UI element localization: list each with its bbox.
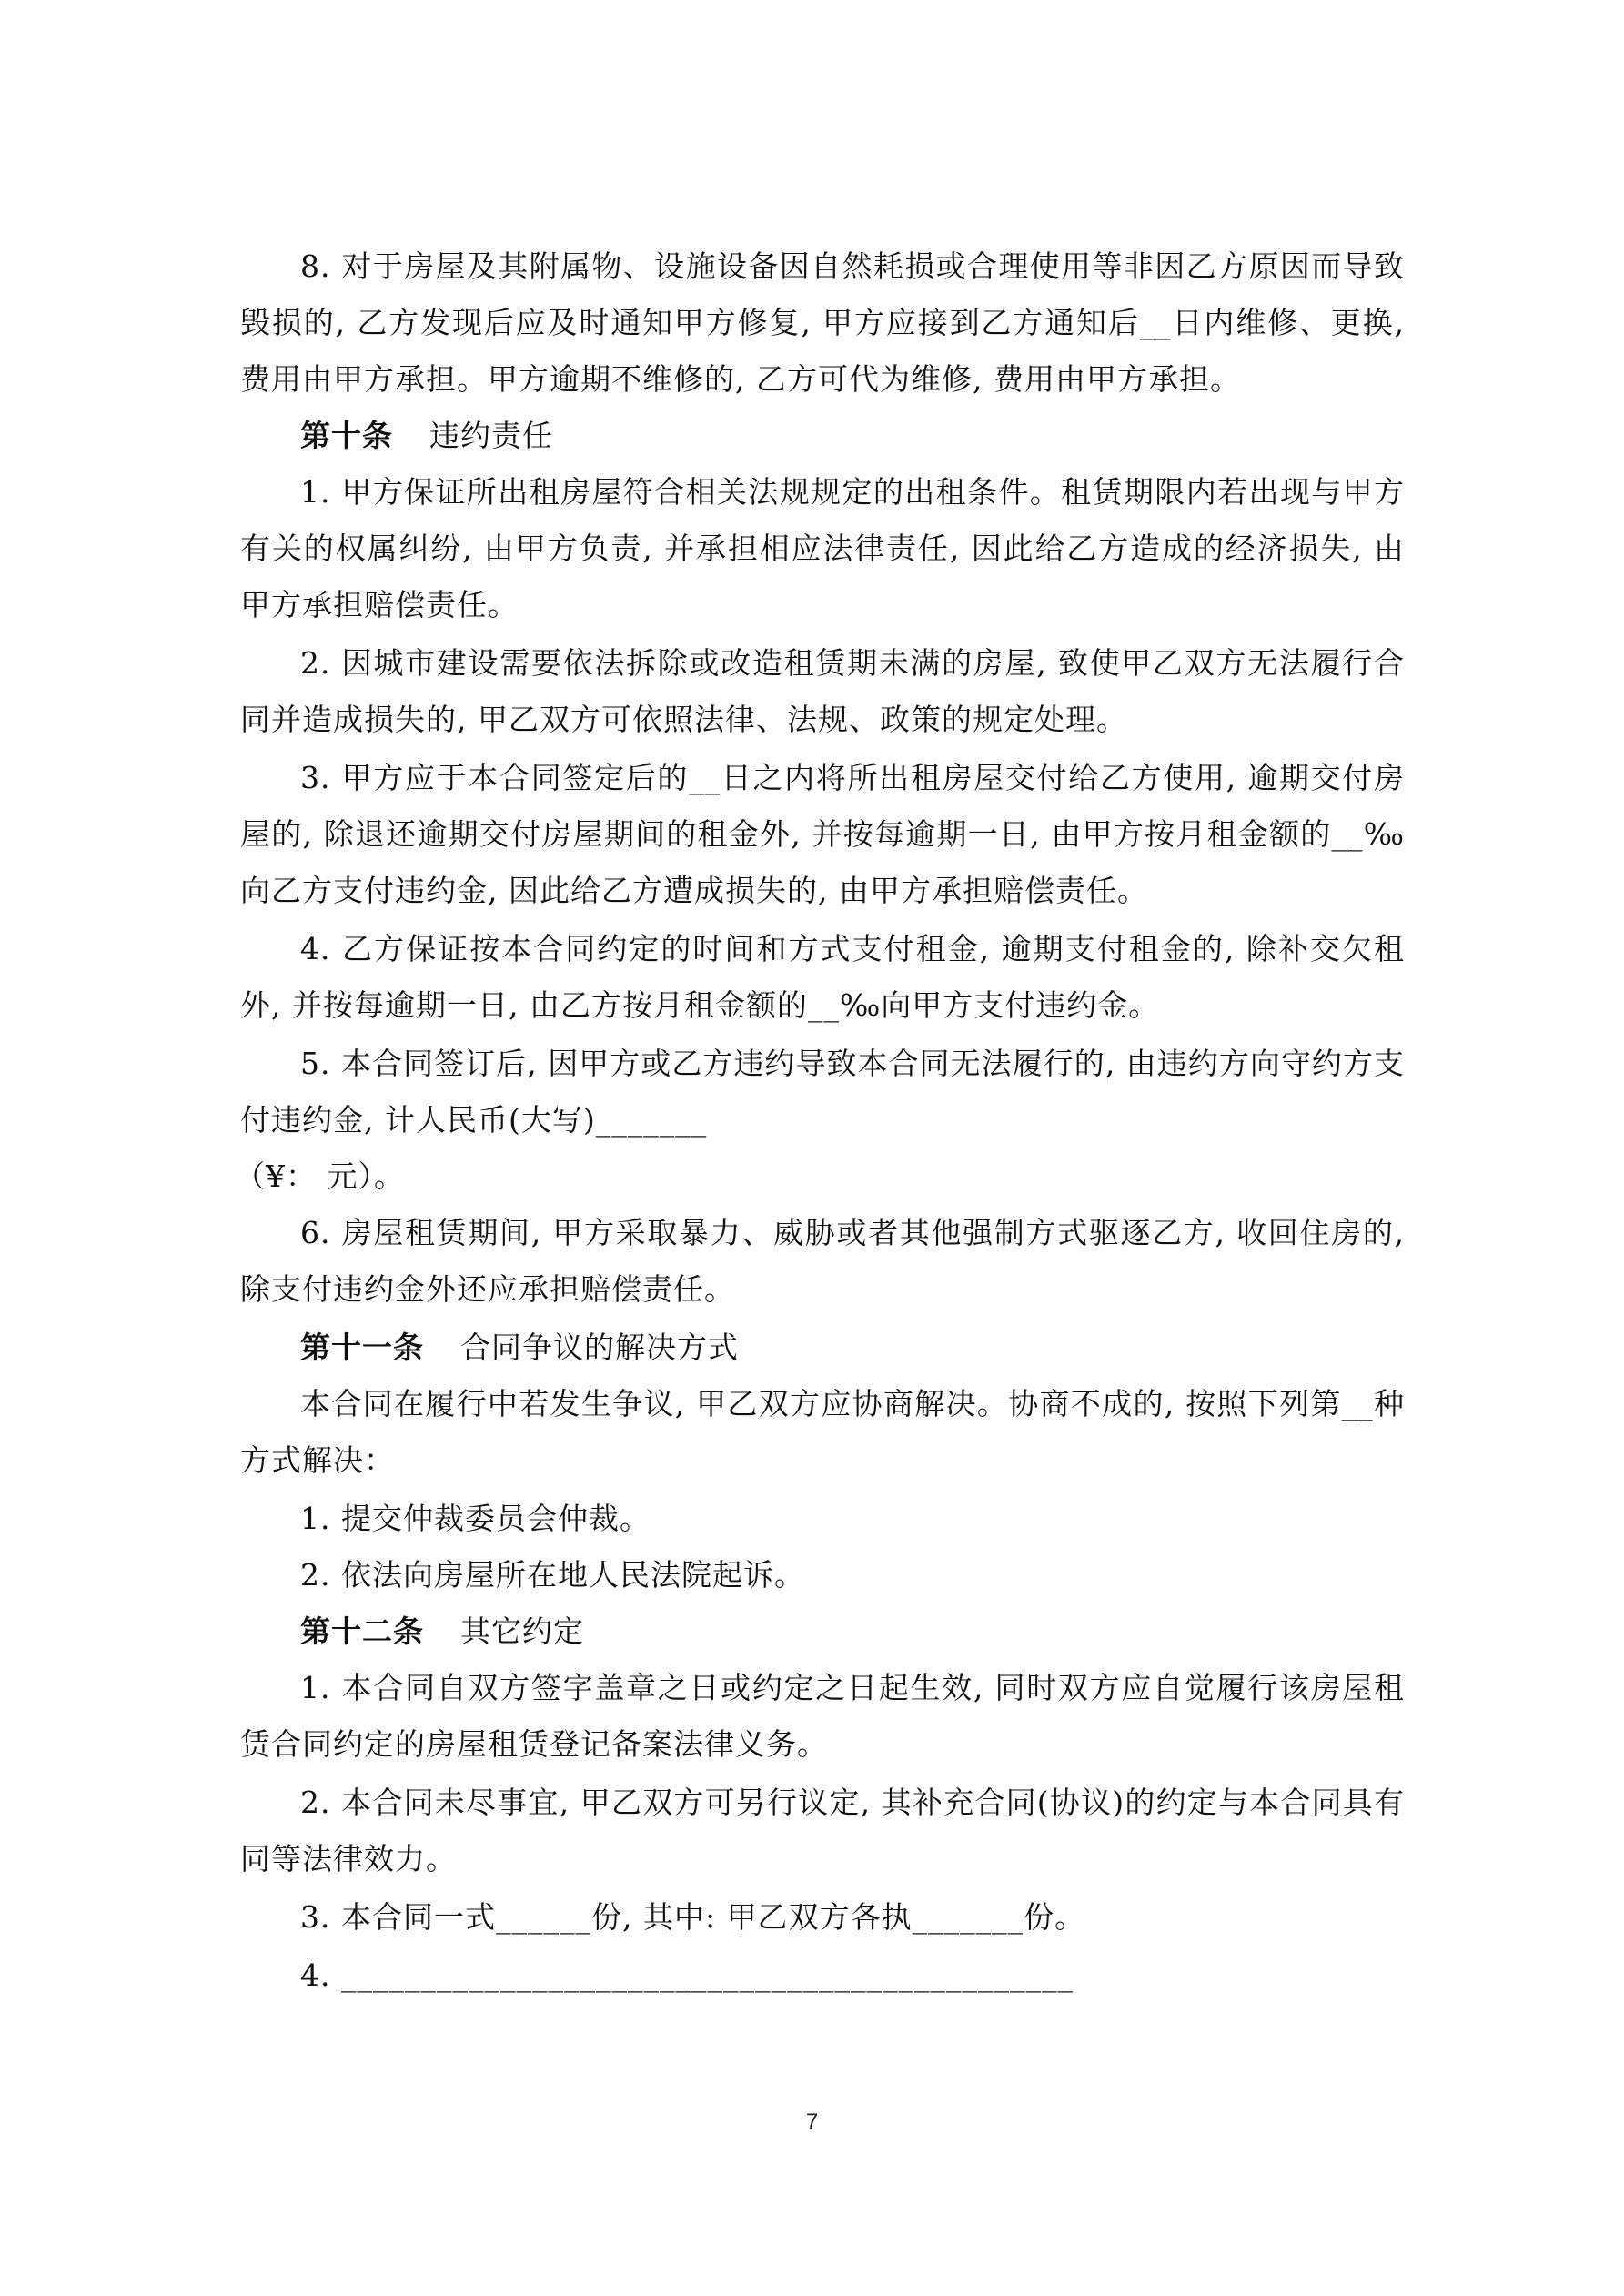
article-10-item-3: 3. 甲方应于本合同签定后的__日之内将所出租房屋交付给乙方使用, 逾期交付房屋的, 除退还逾期交付房屋期间的租金外, 并按每逾期一日, 由甲方按月租金额的__‰向乙方支付违约金, 因此给乙方遭成损失的, 由甲方承担赔偿责任。 <box>240 760 1405 908</box>
article-11-item-1: 1. 提交仲裁委员会仲裁。 <box>300 1501 651 1536</box>
article-12-item-1: 1. 本合同自双方签字盖章之日或约定之日起生效, 同时双方应自觉履行该房屋租赁合同约定的房屋租赁登记备案法律义务。 <box>240 1670 1405 1762</box>
article-10-heading <box>300 408 553 464</box>
clause-9-item-8: 8. 对于房屋及其附属物、设施设备因自然耗损或合理使用等非因乙方原因而导致毁损的, 乙方发现后应及时通知甲方修复, 甲方应接到乙方通知后__日内维修、更换, 费用由甲方承担。甲方逾期不维修的, 乙方可代为维修, 费用由甲方承担。 <box>240 248 1405 397</box>
article-10-item-5-amount: （¥： 元）。 <box>235 1158 405 1194</box>
article-10-item-5: 5. 本合同签订后, 因甲方或乙方违约导致本合同无法履行的, 由违约方向守约方支付违约金, 计人民币(大写)_______ <box>240 1046 1405 1138</box>
article-12-item-2: 2. 本合同未尽事宜, 甲乙双方可另行议定, 其补充合同(协议)的约定与本合同具有同等法律效力。 <box>240 1785 1405 1876</box>
article-12-number: 第十二条 <box>300 1613 424 1649</box>
article-10-item-2: 2. 因城市建设需要依法拆除或改造租赁期未满的房屋, 致使甲乙双方无法履行合同并造成损失的, 甲乙双方可依照法律、法规、政策的规定处理。 <box>240 645 1405 737</box>
article-11-item-2: 2. 依法向房屋所在地人民法院起诉。 <box>300 1557 805 1593</box>
article-10-title: 违约责任 <box>429 418 553 453</box>
article-10-number: 第十条 <box>300 418 393 453</box>
article-11-number: 第十一条 <box>300 1330 424 1365</box>
page-number: 7 <box>805 2109 819 2134</box>
article-12-item-4: 4. ______________________________________________ <box>300 1957 1074 1993</box>
article-11-heading <box>300 1320 739 1376</box>
article-10-item-4: 4. 乙方保证按本合同约定的时间和方式支付租金, 逾期支付租金的, 除补交欠租外, 并按每逾期一日, 由乙方按月租金额的__‰向甲方支付违约金。 <box>240 931 1405 1023</box>
article-11-intro: 本合同在履行中若发生争议, 甲乙双方应协商解决。协商不成的, 按照下列第__种方式解决： <box>240 1386 1405 1478</box>
article-10-item-1: 1. 甲方保证所出租房屋符合相关法规规定的出租条件。租赁期限内若出现与甲方有关的权属纠纷, 由甲方负责, 并承担相应法律责任, 因此给乙方造成的经济损失, 由甲方承担赔偿责任。 <box>240 474 1405 622</box>
article-12-item-3: 3. 本合同一式______份, 其中: 甲乙双方各执_______份。 <box>300 1899 1086 1935</box>
article-12-title: 其它约定 <box>460 1613 584 1649</box>
article-11-title: 合同争议的解决方式 <box>460 1330 739 1365</box>
article-12-heading <box>300 1603 584 1660</box>
article-10-item-6: 6. 房屋租赁期间, 甲方采取暴力、威胁或者其他强制方式驱逐乙方, 收回住房的, 除支付违约金外还应承担赔偿责任。 <box>240 1215 1405 1307</box>
